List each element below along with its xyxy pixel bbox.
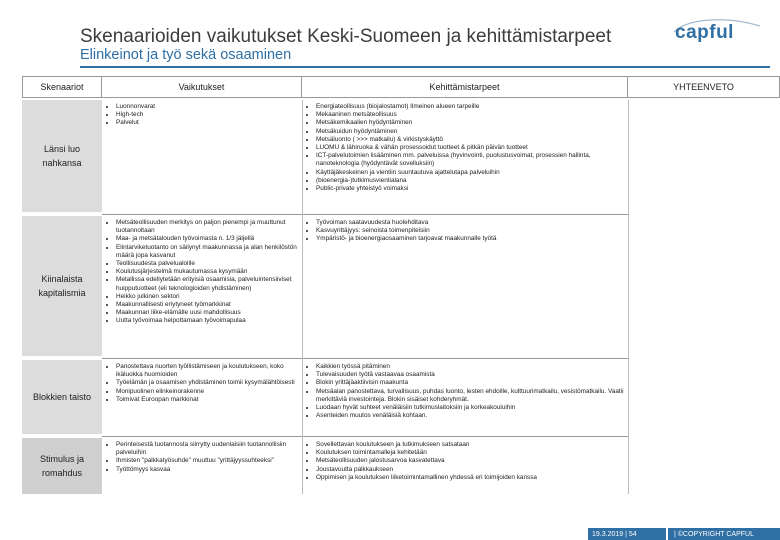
column-header-effects: Vaikutukset bbox=[102, 76, 302, 98]
list-item: • Blokin yrittäjäaktiivisin maakunta bbox=[316, 379, 624, 387]
scenario-label: Kiinalaista kapitalismia bbox=[38, 274, 86, 298]
scenario-label: Stimulus ja romahdus bbox=[39, 454, 84, 478]
list-item: • Kasvuyrittäjyys: seinoista toimenpiteisiin bbox=[316, 227, 624, 235]
effects-list bbox=[106, 441, 298, 474]
list-item: • Koulutusjärjestelmä mukautumassa kysymään bbox=[116, 268, 298, 276]
list-item: • Metsäkemikaalien hyödyntäminen bbox=[316, 119, 624, 127]
list-item: • Luonnonvarat bbox=[116, 103, 298, 111]
list-item: • Panostettava nuorten työllistämiseen ja koulutukseen, koko ikäluokka huomioiden bbox=[116, 363, 298, 379]
list-item: • Työelämän ja osaamisen yhdistäminen toimii kysymälähtöisesti bbox=[116, 379, 298, 387]
logo-text: capful bbox=[675, 22, 734, 43]
list-item: • Uutta työvoimaa helpottamaan työvoimapulaa bbox=[116, 317, 298, 325]
list-item: • Teollisuudesta palvelualoille bbox=[116, 260, 298, 268]
column-divider bbox=[628, 100, 629, 494]
column-header-summary: YHTEENVETO bbox=[628, 76, 780, 98]
effects-cell bbox=[102, 438, 302, 494]
list-item: • Elintarviketuotanto on säilynyt maakunnassa ja alan henkilöstön määrä jopa kasvanut bbox=[116, 244, 298, 260]
column-header-scenarios: Skenaariot bbox=[22, 76, 102, 98]
list-item: • Maakunnan liike-elämälle uusi mahdollisuus bbox=[116, 309, 298, 317]
footer-date-page: 19.3.2019 | 54 bbox=[588, 528, 666, 540]
list-item: • Luodaan hyvät suhteet venäläisiin tutkimuslaitoksiin ja korkeakouluihin bbox=[316, 404, 624, 412]
scenario-label: Blokkien taisto bbox=[32, 392, 92, 402]
effects-cell bbox=[102, 360, 302, 434]
list-item: • LUOMU & lähiruoka & vähän prosessoidut tuotteet & pitkän päivän tuotteet bbox=[316, 144, 624, 152]
list-item: • Tulevaisuuden työtä vastaavaa osaamista bbox=[316, 371, 624, 379]
footer-copyright: | ©COPYRIGHT CAPFUL bbox=[668, 528, 780, 540]
row-divider bbox=[102, 436, 628, 437]
list-item: • High-tech bbox=[116, 111, 298, 119]
list-item: • Metsäluonto ( >>> matkailu) & virkistyskäyttö bbox=[316, 136, 624, 144]
list-item: • Maa- ja metsätalouden työvoimasta n. 1/3 jäljellä bbox=[116, 235, 298, 243]
page-title: Skenaarioiden vaikutukset Keski-Suomeen ja kehittämistarpeet bbox=[80, 26, 612, 47]
needs-cell bbox=[302, 438, 628, 494]
scenario-cell bbox=[22, 360, 102, 434]
list-item: • Mekaaninen metsäteollisuus bbox=[316, 111, 624, 119]
row-divider bbox=[102, 358, 628, 359]
title-divider bbox=[80, 66, 770, 68]
list-item: • Oppimisen ja koulutuksen liiketoimintamallinen yhdessä eri toimijoiden kanssa bbox=[316, 474, 624, 482]
list-item: • Metsäteollisuuden jalostusarvoa kasvatettava bbox=[316, 457, 624, 465]
list-item: • Työvoiman saatavuudesta huolehditava bbox=[316, 219, 624, 227]
page-subtitle: Elinkeinot ja työ sekä osaaminen bbox=[80, 47, 292, 63]
list-item: • Metsäalan panostettava, turvallisuus, puhdas luonto, lesten ehdoille, kulttuurimatkailu, vesistömatkailu. Vaatii merkittäviä investointeja. Blokin sisäiset kohderyhmät. bbox=[316, 388, 624, 404]
effects-cell bbox=[102, 100, 302, 212]
list-item: • Public-private yhteistyö voimaksi bbox=[316, 185, 624, 193]
list-item: • Palvelut bbox=[116, 119, 298, 127]
scenario-label: Länsi luo nahkansa bbox=[42, 144, 82, 168]
needs-list bbox=[306, 441, 624, 482]
list-item: • Ihmisten "palkkatyösuhde" muuttuu "yrittäjyyssuhteeksi" bbox=[116, 457, 298, 465]
list-item: • Kaikkien työssä pitäminen bbox=[316, 363, 624, 371]
list-item: • Metsäteollisuuden merkitys on paljon pienempi ja muuttunut tuotannoltaan bbox=[116, 219, 298, 235]
list-item: • Heikko julkinen sektori bbox=[116, 293, 298, 301]
list-item: • Monipuolinen elinkeinorakenne bbox=[116, 388, 298, 396]
list-item: • Perinteisestä tuotannosta siirrytty uudenlaisiin tuotannollisiin palveluihin bbox=[116, 441, 298, 457]
list-item: • Metallissa edellytetään erityisiä osaamisia, palveluintensiiviset huipputuotteet (eli teknologioiden yhdistäminen) bbox=[116, 276, 298, 292]
list-item: • Koulutuksen toimintamalleja kehitetään bbox=[316, 449, 624, 457]
list-item: • Joustavuutta palkkaukseen bbox=[316, 466, 624, 474]
list-item: • Maakunnallisesti eriytyneet työmarkkinat bbox=[116, 301, 298, 309]
scenario-cell bbox=[22, 438, 102, 494]
effects-list bbox=[106, 219, 298, 326]
effects-cell bbox=[102, 216, 302, 356]
list-item: • Energiateollisuus (biojalostamot) Ilmeinen alueen tarpeille bbox=[316, 103, 624, 111]
effects-list bbox=[106, 363, 298, 404]
list-item: • Ympäristö- ja bioenergiaosaaminen tarjoavat maakunnalle työtä bbox=[316, 235, 624, 243]
list-item: • Työttömyys kasvaa bbox=[116, 466, 298, 474]
needs-cell bbox=[302, 216, 628, 356]
needs-list bbox=[306, 363, 624, 420]
list-item: • Käyttäjäkeskeinen ja vientiin suuntautuva ajattelutapa palveluihin bbox=[316, 169, 624, 177]
list-item: • ICT-palvelutoimien lisääminen mm. palveluissa (hyvinvointi, puolustusvoimat, prosessien hallinta, nanoteknologia (hyödyntävät sovelluksiin) bbox=[316, 152, 624, 168]
list-item: • Metsäkuidun hyödyntäminen bbox=[316, 128, 624, 136]
needs-cell bbox=[302, 100, 628, 212]
list-item: • Sovellettavan koulutukseen ja tutkimukseen satsataan bbox=[316, 441, 624, 449]
scenario-cell bbox=[22, 100, 102, 212]
needs-list bbox=[306, 103, 624, 193]
row-divider bbox=[102, 214, 628, 215]
column-divider bbox=[302, 100, 303, 494]
list-item: • Toimivat Euroopan markkinat bbox=[116, 396, 298, 404]
effects-list bbox=[106, 103, 298, 128]
needs-cell bbox=[302, 360, 628, 434]
needs-list bbox=[306, 219, 624, 244]
list-item: • (bioenergia-)tutkimusvientialana bbox=[316, 177, 624, 185]
list-item: • Asenteiden muutos venäläisiä kohtaan. bbox=[316, 412, 624, 420]
scenario-cell bbox=[22, 216, 102, 356]
column-header-needs: Kehittämistarpeet bbox=[302, 76, 628, 98]
